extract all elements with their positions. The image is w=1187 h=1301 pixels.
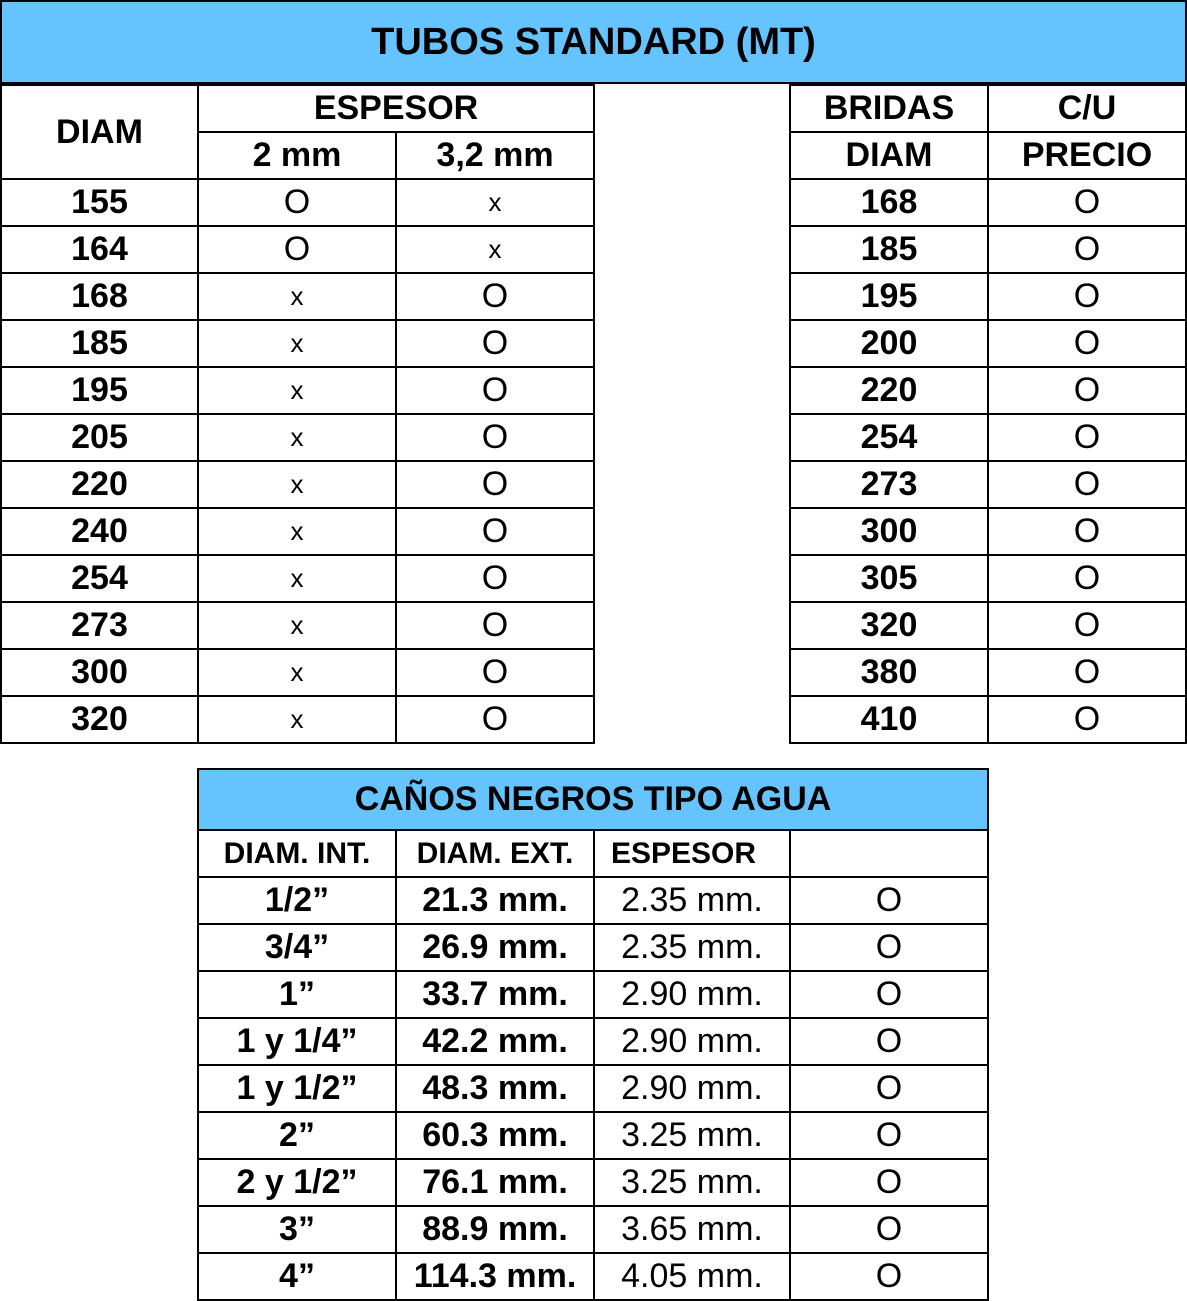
table-row <box>790 367 1186 414</box>
bridas-diam-cell: 168 <box>790 179 988 226</box>
table-row <box>1 696 594 743</box>
canos-table <box>197 768 989 1301</box>
diam-int-cell: 1 y 1/4” <box>198 1018 396 1065</box>
espesor-cell: 2.35 mm. <box>594 924 790 971</box>
diam-cell: 164 <box>1 226 198 273</box>
espesor-2mm-cell: x <box>198 461 396 508</box>
espesor-32mm-cell: x <box>396 226 594 273</box>
espesor-cell: 2.90 mm. <box>594 1018 790 1065</box>
bridas-diam-cell: 305 <box>790 555 988 602</box>
table-row <box>790 226 1186 273</box>
table-row <box>790 602 1186 649</box>
diam-cell: 205 <box>1 414 198 461</box>
espesor-cell: 3.25 mm. <box>594 1159 790 1206</box>
sub-header-32mm: 3,2 mm <box>396 132 594 179</box>
diam-ext-cell: 60.3 mm. <box>396 1112 594 1159</box>
table-row <box>790 555 1186 602</box>
tubos-table <box>0 84 595 744</box>
diam-cell: 320 <box>1 696 198 743</box>
diam-ext-cell: 26.9 mm. <box>396 924 594 971</box>
precio-cell: O <box>988 555 1186 602</box>
table-row <box>1 367 594 414</box>
table-row <box>198 877 988 924</box>
table-row <box>1 226 594 273</box>
bridas-diam-cell: 320 <box>790 602 988 649</box>
precio-cell: O <box>988 367 1186 414</box>
table-row <box>790 273 1186 320</box>
diam-cell: 155 <box>1 179 198 226</box>
precio-cell: O <box>988 179 1186 226</box>
espesor-2mm-cell: x <box>198 649 396 696</box>
col-diam-header: DIAM <box>1 85 198 179</box>
mark-cell: O <box>790 1206 988 1253</box>
precio-cell: O <box>988 461 1186 508</box>
espesor-2mm-cell: O <box>198 226 396 273</box>
table-row <box>198 1112 988 1159</box>
diam-int-cell: 2” <box>198 1112 396 1159</box>
bridas-diam-cell: 410 <box>790 696 988 743</box>
col-espesor-header: ESPESOR <box>198 85 594 132</box>
diam-ext-cell: 21.3 mm. <box>396 877 594 924</box>
diam-int-cell: 2 y 1/2” <box>198 1159 396 1206</box>
precio-cell: O <box>988 696 1186 743</box>
table-row <box>790 320 1186 367</box>
diam-ext-cell: 48.3 mm. <box>396 1065 594 1112</box>
diam-cell: 168 <box>1 273 198 320</box>
diam-cell: 185 <box>1 320 198 367</box>
espesor-cell: 3.65 mm. <box>594 1206 790 1253</box>
table-row <box>198 1018 988 1065</box>
espesor-2mm-cell: x <box>198 320 396 367</box>
mark-cell: O <box>790 877 988 924</box>
diam-int-cell: 1/2” <box>198 877 396 924</box>
precio-cell: O <box>988 273 1186 320</box>
bridas-diam-cell: 200 <box>790 320 988 367</box>
bridas-diam-cell: 273 <box>790 461 988 508</box>
table-row <box>198 1206 988 1253</box>
espesor-32mm-cell: O <box>396 508 594 555</box>
col-espesor-header: ESPESOR <box>594 830 790 877</box>
diam-cell: 273 <box>1 602 198 649</box>
bridas-diam-cell: 195 <box>790 273 988 320</box>
espesor-2mm-cell: x <box>198 696 396 743</box>
mark-cell: O <box>790 1065 988 1112</box>
espesor-cell: 4.05 mm. <box>594 1253 790 1300</box>
espesor-cell: 2.35 mm. <box>594 877 790 924</box>
precio-cell: O <box>988 508 1186 555</box>
table-row <box>198 1159 988 1206</box>
diam-int-cell: 1” <box>198 971 396 1018</box>
diam-cell: 195 <box>1 367 198 414</box>
diam-int-cell: 4” <box>198 1253 396 1300</box>
precio-cell: O <box>988 414 1186 461</box>
diam-ext-cell: 33.7 mm. <box>396 971 594 1018</box>
diam-int-cell: 3” <box>198 1206 396 1253</box>
table-row <box>1 273 594 320</box>
table-row <box>1 320 594 367</box>
diam-ext-cell: 114.3 mm. <box>396 1253 594 1300</box>
diam-cell: 220 <box>1 461 198 508</box>
diam-int-cell: 1 y 1/2” <box>198 1065 396 1112</box>
bridas-diam-cell: 300 <box>790 508 988 555</box>
table-row <box>790 649 1186 696</box>
diam-cell: 300 <box>1 649 198 696</box>
mark-cell: O <box>790 1112 988 1159</box>
espesor-32mm-cell: O <box>396 461 594 508</box>
table-row <box>790 696 1186 743</box>
diam-ext-cell: 88.9 mm. <box>396 1206 594 1253</box>
bridas-diam-cell: 380 <box>790 649 988 696</box>
diam-ext-cell: 42.2 mm. <box>396 1018 594 1065</box>
cu-header: C/U <box>988 85 1186 132</box>
bridas-diam-cell: 254 <box>790 414 988 461</box>
table-row <box>1 414 594 461</box>
bridas-header: BRIDAS <box>790 85 988 132</box>
espesor-32mm-cell: O <box>396 555 594 602</box>
espesor-32mm-cell: O <box>396 696 594 743</box>
sub-header-2mm: 2 mm <box>198 132 396 179</box>
canos-title: CAÑOS NEGROS TIPO AGUA <box>198 769 988 830</box>
table-row <box>198 1065 988 1112</box>
espesor-2mm-cell: x <box>198 367 396 414</box>
table-row <box>790 414 1186 461</box>
precio-cell: O <box>988 602 1186 649</box>
espesor-2mm-cell: x <box>198 414 396 461</box>
table-row <box>198 924 988 971</box>
bridas-table <box>789 84 1187 744</box>
espesor-32mm-cell: x <box>396 179 594 226</box>
espesor-32mm-cell: O <box>396 649 594 696</box>
page-title: TUBOS STANDARD (MT) <box>0 0 1187 84</box>
espesor-cell: 2.90 mm. <box>594 971 790 1018</box>
table-row <box>198 1253 988 1300</box>
mark-cell: O <box>790 924 988 971</box>
espesor-2mm-cell: O <box>198 179 396 226</box>
bridas-diam-header: DIAM <box>790 132 988 179</box>
table-row <box>1 649 594 696</box>
precio-cell: O <box>988 320 1186 367</box>
espesor-2mm-cell: x <box>198 602 396 649</box>
mark-cell: O <box>790 1159 988 1206</box>
col-diam-int-header: DIAM. INT. <box>198 830 396 877</box>
precio-cell: O <box>988 226 1186 273</box>
table-row <box>790 508 1186 555</box>
espesor-2mm-cell: x <box>198 273 396 320</box>
table-row <box>198 971 988 1018</box>
precio-header: PRECIO <box>988 132 1186 179</box>
espesor-cell: 3.25 mm. <box>594 1112 790 1159</box>
table-row <box>1 508 594 555</box>
espesor-2mm-cell: x <box>198 508 396 555</box>
table-row <box>1 179 594 226</box>
espesor-32mm-cell: O <box>396 320 594 367</box>
precio-cell: O <box>988 649 1186 696</box>
table-row <box>790 461 1186 508</box>
diam-ext-cell: 76.1 mm. <box>396 1159 594 1206</box>
mark-cell: O <box>790 1253 988 1300</box>
espesor-32mm-cell: O <box>396 273 594 320</box>
table-row <box>1 602 594 649</box>
mark-cell: O <box>790 1018 988 1065</box>
espesor-2mm-cell: x <box>198 555 396 602</box>
diam-cell: 254 <box>1 555 198 602</box>
table-row <box>1 555 594 602</box>
espesor-32mm-cell: O <box>396 602 594 649</box>
espesor-32mm-cell: O <box>396 367 594 414</box>
col-extra-header <box>790 830 988 877</box>
col-diam-ext-header: DIAM. EXT. <box>396 830 594 877</box>
diam-cell: 240 <box>1 508 198 555</box>
table-row <box>790 179 1186 226</box>
table-row <box>1 461 594 508</box>
bridas-diam-cell: 185 <box>790 226 988 273</box>
diam-int-cell: 3/4” <box>198 924 396 971</box>
espesor-cell: 2.90 mm. <box>594 1065 790 1112</box>
mark-cell: O <box>790 971 988 1018</box>
espesor-32mm-cell: O <box>396 414 594 461</box>
bridas-diam-cell: 220 <box>790 367 988 414</box>
